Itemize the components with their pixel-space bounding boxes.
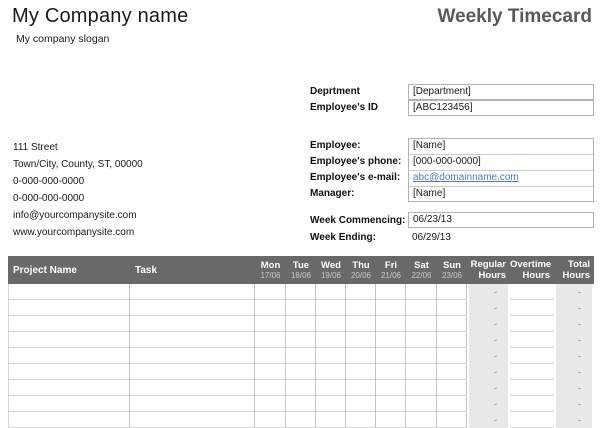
project-name-cell[interactable] [8, 316, 130, 332]
hours-cell-wed[interactable] [316, 348, 346, 364]
hours-cell-sun[interactable] [437, 284, 467, 300]
hours-cell-thu[interactable] [346, 300, 376, 316]
department-label: Deprtment [310, 86, 361, 97]
hours-cell-tue[interactable] [286, 300, 316, 316]
hours-cell-fri[interactable] [376, 284, 406, 300]
day-date: 19/06 [320, 270, 342, 280]
hours-cell-wed[interactable] [316, 284, 346, 300]
total-hours-cell[interactable]: - [554, 364, 594, 380]
employee-details-box [408, 138, 594, 202]
hours-cell-mon[interactable] [255, 316, 286, 332]
company-name: My Company name [12, 5, 189, 27]
task-cell[interactable] [130, 332, 255, 348]
hours-cell-fri[interactable] [376, 316, 406, 332]
hours-cell-wed[interactable] [316, 300, 346, 316]
overtime-hours-cell[interactable] [510, 348, 554, 364]
header-regular-hours: Regular Hours [467, 256, 510, 284]
hours-cell-sun[interactable] [437, 332, 467, 348]
project-name-cell[interactable] [8, 348, 130, 364]
task-cell[interactable] [130, 412, 255, 428]
overtime-hours-cell[interactable] [510, 316, 554, 332]
hours-cell-fri[interactable] [376, 332, 406, 348]
day-date: 20/06 [350, 270, 372, 280]
hours-cell-fri[interactable] [376, 348, 406, 364]
timesheet-header-row [8, 256, 594, 284]
week-commencing-label: Week Commencing: [310, 215, 406, 226]
header-project-name: Project Name [8, 256, 130, 284]
employee-name-input[interactable]: [Name] [409, 139, 593, 155]
hours-cell-sat[interactable] [406, 412, 437, 428]
employee-phone-input[interactable]: [000-000-0000] [409, 155, 593, 171]
employee-email-label: Employee's e-mail: [310, 172, 401, 183]
task-cell[interactable] [130, 284, 255, 300]
hours-cell-wed[interactable] [316, 396, 346, 412]
hours-cell-thu[interactable] [346, 348, 376, 364]
hours-cell-sun[interactable] [437, 348, 467, 364]
week-commencing-input[interactable]: 06/23/13 [408, 212, 594, 228]
total-hours-cell[interactable]: - [554, 396, 594, 412]
regular-hours-cell[interactable]: - [467, 332, 510, 348]
project-name-cell[interactable] [8, 364, 130, 380]
address-line: 111 Street [13, 142, 58, 153]
timesheet-row [8, 380, 594, 396]
hours-cell-sun[interactable] [437, 396, 467, 412]
task-cell[interactable] [130, 316, 255, 332]
hours-cell-sun[interactable] [437, 412, 467, 428]
header-day-fri [376, 256, 406, 284]
hours-cell-mon[interactable] [255, 348, 286, 364]
header-day-sat [406, 256, 437, 284]
company-address-block [13, 139, 143, 241]
employee-phone-label: Employee's phone: [310, 156, 402, 167]
hours-cell-fri[interactable] [376, 412, 406, 428]
hours-cell-wed[interactable] [316, 316, 346, 332]
hours-cell-mon[interactable] [255, 412, 286, 428]
employee-email-link[interactable]: abc@domainname.com [413, 172, 519, 183]
hours-cell-thu[interactable] [346, 364, 376, 380]
hours-cell-fri[interactable] [376, 300, 406, 316]
hours-cell-mon[interactable] [255, 300, 286, 316]
project-name-cell[interactable] [8, 412, 130, 428]
page-title: Weekly Timecard [437, 6, 592, 27]
address-phone: 0-000-000-0000 [13, 176, 85, 187]
day-date: 21/06 [380, 270, 402, 280]
hours-cell-wed[interactable] [316, 364, 346, 380]
overtime-hours-cell[interactable] [510, 412, 554, 428]
hours-cell-sat[interactable] [406, 348, 437, 364]
hours-cell-mon[interactable] [255, 284, 286, 300]
hours-cell-thu[interactable] [346, 380, 376, 396]
hours-cell-mon[interactable] [255, 396, 286, 412]
timesheet-row [8, 348, 594, 364]
header-day-thu [346, 256, 376, 284]
task-cell[interactable] [130, 348, 255, 364]
total-hours-cell[interactable]: - [554, 412, 594, 428]
total-hours-cell[interactable]: - [554, 332, 594, 348]
hours-cell-fri[interactable] [376, 380, 406, 396]
task-cell[interactable] [130, 300, 255, 316]
task-cell[interactable] [130, 364, 255, 380]
day-name: Sun [443, 259, 461, 271]
hours-cell-thu[interactable] [346, 284, 376, 300]
overtime-hours-cell[interactable] [510, 364, 554, 380]
project-name-cell[interactable] [8, 332, 130, 348]
manager-label: Manager: [310, 188, 355, 199]
hours-cell-thu[interactable] [346, 412, 376, 428]
day-name: Mon [260, 259, 281, 271]
hours-cell-fri[interactable] [376, 396, 406, 412]
hours-cell-wed[interactable] [316, 380, 346, 396]
regular-hours-cell[interactable]: - [467, 348, 510, 364]
address-line: Town/City, County, ST, 00000 [13, 159, 143, 170]
department-input[interactable]: [Department] [408, 84, 594, 100]
header-day-wed [316, 256, 346, 284]
timesheet-row [8, 412, 594, 428]
regular-hours-cell[interactable]: - [467, 316, 510, 332]
day-date: 23/06 [441, 270, 463, 280]
hours-cell-sat[interactable] [406, 316, 437, 332]
hours-cell-thu[interactable] [346, 396, 376, 412]
project-name-cell[interactable] [8, 380, 130, 396]
hours-cell-tue[interactable] [286, 380, 316, 396]
hours-cell-thu[interactable] [346, 316, 376, 332]
hours-cell-sun[interactable] [437, 380, 467, 396]
hours-cell-mon[interactable] [255, 364, 286, 380]
project-name-cell[interactable] [8, 300, 130, 316]
hours-cell-wed[interactable] [316, 412, 346, 428]
overtime-hours-cell[interactable] [510, 396, 554, 412]
hours-cell-sat[interactable] [406, 380, 437, 396]
timesheet-row [8, 364, 594, 380]
regular-hours-cell[interactable]: - [467, 300, 510, 316]
hours-cell-mon[interactable] [255, 332, 286, 348]
timesheet-row [8, 284, 594, 300]
hours-cell-sat[interactable] [406, 284, 437, 300]
total-hours-cell[interactable]: - [554, 348, 594, 364]
hours-cell-tue[interactable] [286, 316, 316, 332]
day-name: Wed [321, 259, 341, 271]
task-cell[interactable] [130, 396, 255, 412]
overtime-hours-cell[interactable] [510, 332, 554, 348]
regular-hours-cell[interactable]: - [467, 412, 510, 428]
timesheet-row [8, 300, 594, 316]
hours-cell-sat[interactable] [406, 332, 437, 348]
total-hours-cell[interactable]: - [554, 284, 594, 300]
day-name: Thu [352, 259, 370, 271]
day-date: 17/06 [260, 270, 281, 280]
regular-hours-cell[interactable]: - [467, 364, 510, 380]
manager-name-input[interactable]: [Name] [413, 188, 446, 199]
hours-cell-sun[interactable] [437, 364, 467, 380]
hours-cell-wed[interactable] [316, 332, 346, 348]
week-ending-label: Week Ending: [310, 232, 376, 243]
project-name-cell[interactable] [8, 396, 130, 412]
day-date: 18/06 [290, 270, 312, 280]
employee-label: Employee: [310, 140, 361, 151]
timesheet-row [8, 316, 594, 332]
total-hours-cell[interactable]: - [554, 316, 594, 332]
header-day-tue [286, 256, 316, 284]
timesheet-table [8, 256, 594, 428]
hours-cell-sun[interactable] [437, 316, 467, 332]
day-name: Sat [414, 259, 429, 271]
hours-cell-tue[interactable] [286, 348, 316, 364]
hours-cell-tue[interactable] [286, 412, 316, 428]
company-website: www.yourcompanysite.com [13, 227, 135, 238]
hours-cell-sun[interactable] [437, 300, 467, 316]
regular-hours-cell[interactable]: - [467, 284, 510, 300]
company-slogan: My company slogan [16, 33, 110, 45]
total-hours-cell[interactable]: - [554, 380, 594, 396]
timesheet-row [8, 396, 594, 412]
header-overtime-hours: Overtime Hours [510, 256, 554, 284]
hours-cell-sat[interactable] [406, 300, 437, 316]
task-cell[interactable] [130, 380, 255, 396]
hours-cell-sat[interactable] [406, 364, 437, 380]
regular-hours-cell[interactable]: - [467, 396, 510, 412]
day-name: Fri [384, 259, 398, 271]
week-ending-value[interactable]: 06/29/13 [412, 232, 451, 243]
header-total-hours: Total Hours [554, 256, 594, 284]
hours-cell-fri[interactable] [376, 364, 406, 380]
company-email: info@yourcompanysite.com [13, 210, 137, 221]
total-hours-cell[interactable]: - [554, 300, 594, 316]
regular-hours-cell[interactable]: - [467, 380, 510, 396]
hours-cell-tue[interactable] [286, 284, 316, 300]
overtime-hours-cell[interactable] [510, 380, 554, 396]
hours-cell-thu[interactable] [346, 332, 376, 348]
header-task: Task [130, 256, 255, 284]
overtime-hours-cell[interactable] [510, 300, 554, 316]
address-phone: 0-000-000-0000 [13, 193, 85, 204]
hours-cell-mon[interactable] [255, 380, 286, 396]
header-day-sun [437, 256, 467, 284]
hours-cell-sat[interactable] [406, 396, 437, 412]
hours-cell-tue[interactable] [286, 364, 316, 380]
overtime-hours-cell[interactable] [510, 284, 554, 300]
hours-cell-tue[interactable] [286, 332, 316, 348]
employee-id-input[interactable]: [ABC123456] [408, 100, 594, 116]
project-name-cell[interactable] [8, 284, 130, 300]
employee-id-label: Employee's ID [310, 102, 378, 113]
day-date: 22/06 [411, 270, 432, 280]
header-day-mon [255, 256, 286, 284]
hours-cell-tue[interactable] [286, 396, 316, 412]
timesheet-row [8, 332, 594, 348]
day-name: Tue [292, 259, 310, 271]
